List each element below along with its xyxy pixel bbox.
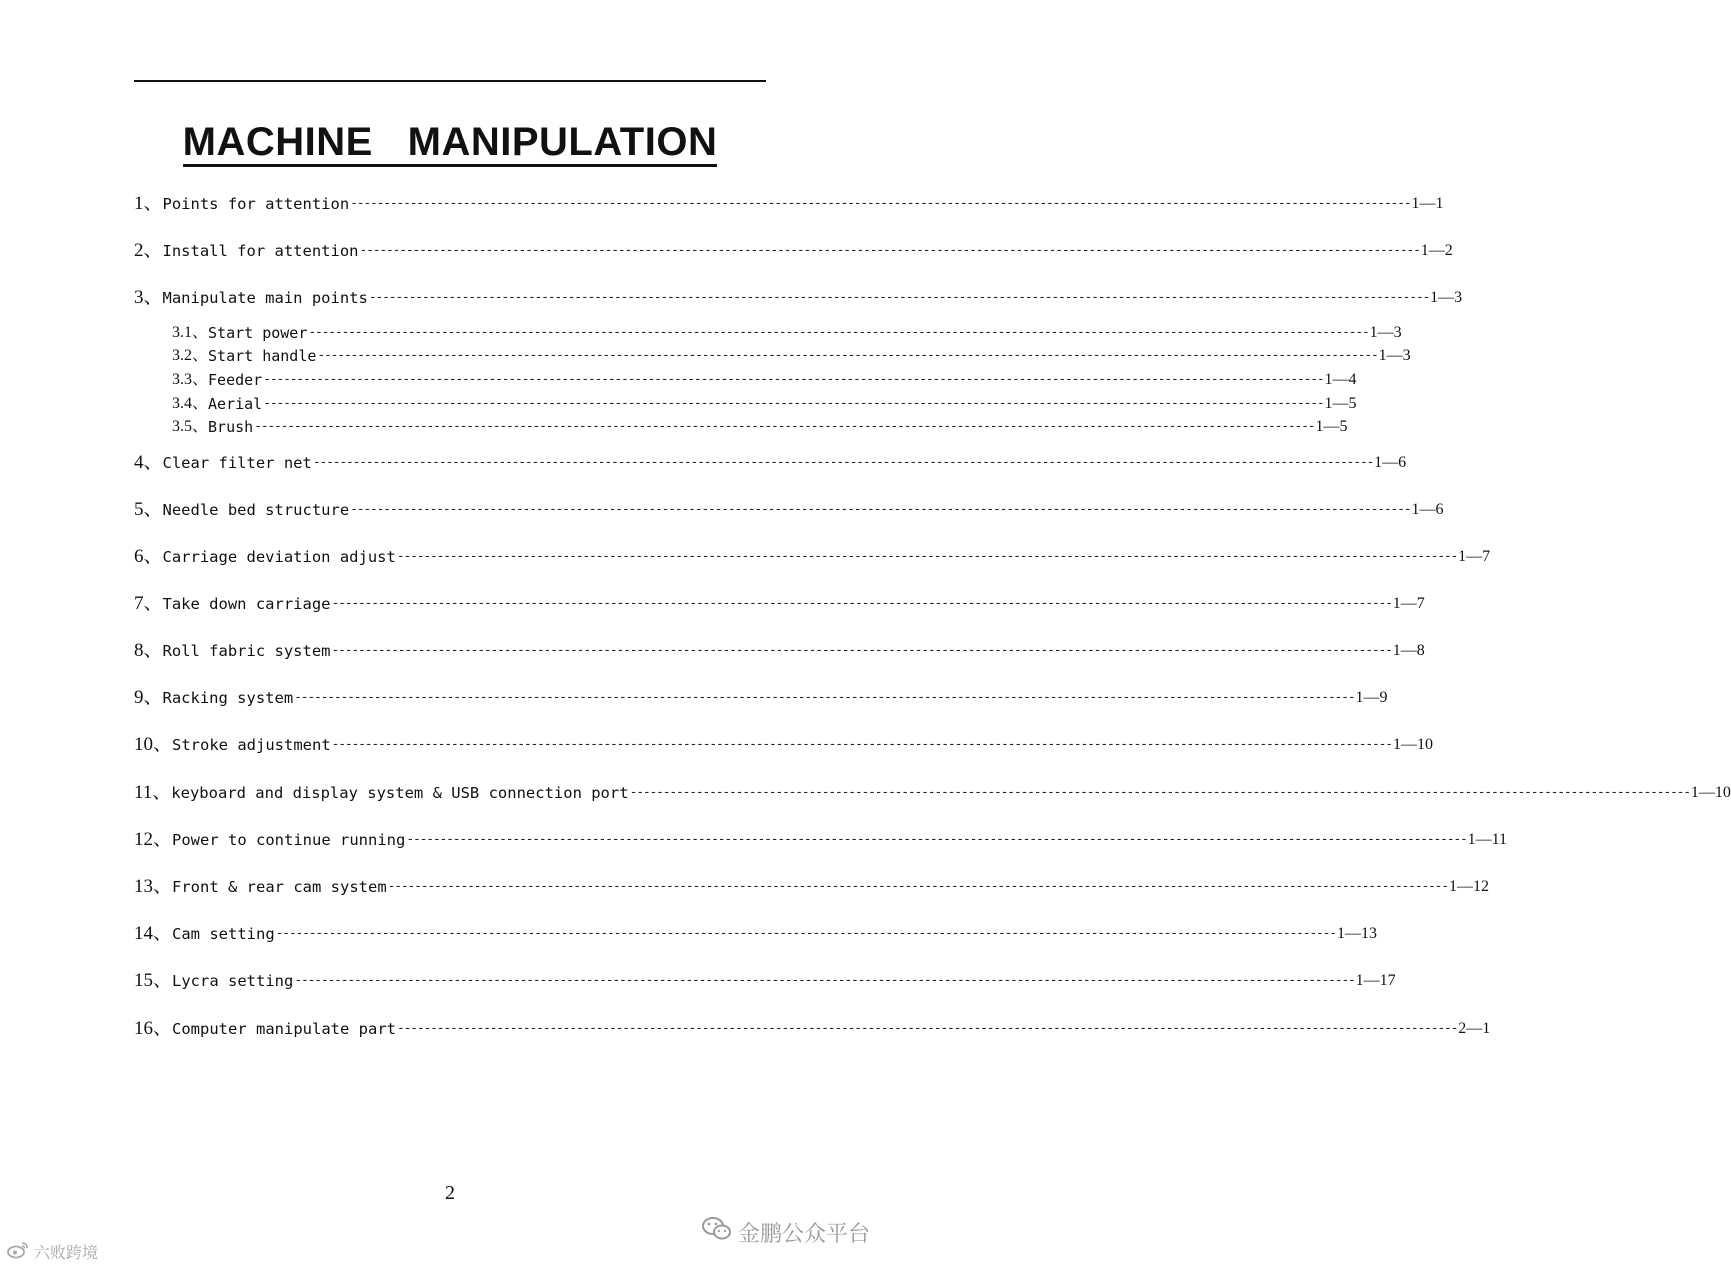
toc-entry-page: 1—10 [1392, 736, 1433, 753]
toc-entry-title: Aerial [208, 395, 263, 413]
toc-entry-page: 1—11 [1467, 831, 1507, 848]
toc-entry-number: 12、 [134, 829, 173, 850]
toc-leader: ---------------------------------------------------------------------------------------------------------------------------------------------------------------- [254, 419, 1315, 434]
toc-entry-page: 1—7 [1458, 548, 1491, 565]
toc-entry [134, 286, 1463, 310]
toc-entry [134, 451, 1407, 475]
watermark-right [702, 1216, 870, 1248]
toc-entry-page: 1—9 [1355, 689, 1388, 706]
toc-entry-page: 1—3 [1430, 289, 1463, 306]
toc-entry-title: keyboard and display system & USB connection port [171, 784, 629, 802]
toc-entry-title: Manipulate main points [162, 289, 368, 307]
toc-leader: ---------------------------------------------------------------------------------------------------------------------------------------------------------------- [317, 348, 1378, 363]
toc-entry [134, 239, 1453, 263]
toc-entry-page: 1—3 [1369, 324, 1402, 341]
toc-leader: ---------------------------------------------------------------------------------------------------------------------------------------------------------------- [275, 926, 1336, 941]
watermark-left [6, 1240, 98, 1263]
toc-leader: ---------------------------------------------------------------------------------------------------------------------------------------------------------------- [331, 643, 1392, 658]
toc-leader: ---------------------------------------------------------------------------------------------------------------------------------------------------------------- [359, 243, 1420, 258]
weibo-icon [6, 1241, 30, 1263]
toc-entry [134, 781, 1731, 805]
toc-entry [134, 969, 1396, 993]
toc-entry-page: 1—2 [1420, 242, 1453, 259]
toc-entry-title: Start power [208, 324, 308, 342]
toc-entry-title: Roll fabric system [162, 642, 331, 660]
toc-entry-number: 1、 [134, 193, 163, 214]
toc-leader: ---------------------------------------------------------------------------------------------------------------------------------------------------------------- [312, 455, 1374, 470]
toc-entry-title: Computer manipulate part [172, 1020, 396, 1038]
toc-entry-number: 15、 [134, 970, 173, 991]
toc-entry-number: 6、 [134, 546, 163, 567]
toc-entry-number: 3、 [134, 287, 163, 308]
toc-entry [134, 922, 1377, 946]
toc-entry [134, 733, 1433, 757]
toc-entry [134, 1017, 1491, 1041]
toc-leader: ---------------------------------------------------------------------------------------------------------------------------------------------------------------- [308, 325, 1369, 340]
toc-entry-number: 13、 [134, 876, 173, 897]
wechat-icon [702, 1216, 732, 1248]
toc-leader: ---------------------------------------------------------------------------------------------------------------------------------------------------------------- [368, 290, 1430, 305]
toc-entry-title: Install for attention [162, 242, 359, 260]
toc-subentry [172, 415, 1348, 439]
toc-entry-page: 1—6 [1411, 501, 1444, 518]
toc-entry [134, 828, 1507, 852]
toc-leader: ---------------------------------------------------------------------------------------------------------------------------------------------------------------- [331, 596, 1392, 611]
toc-entry-number: 5、 [134, 499, 163, 520]
toc-entry-page: 1—17 [1355, 972, 1396, 989]
toc-entry-page: 1—5 [1324, 395, 1357, 412]
toc-entry [134, 192, 1444, 216]
toc-entry-page: 1—13 [1336, 925, 1377, 942]
toc-entry [134, 498, 1444, 522]
toc-entry-page: 1—5 [1315, 418, 1348, 435]
toc-entry [134, 592, 1425, 616]
toc-entry-number: 8、 [134, 640, 163, 661]
toc-entry-number: 9、 [134, 687, 163, 708]
watermark-right-text: 金鹏公众平台 [737, 1221, 870, 1247]
toc-entry-page: 1—12 [1448, 878, 1489, 895]
toc-entry-page: 1—10 [1690, 784, 1731, 801]
toc-subentry [172, 344, 1411, 368]
toc-entry-title: Stroke adjustment [172, 736, 331, 754]
toc-entry-number: 3.2、 [172, 347, 209, 364]
toc-entry [134, 545, 1491, 569]
toc-entry-page: 2—1 [1458, 1020, 1491, 1037]
toc-leader: ---------------------------------------------------------------------------------------------------------------------------------------------------------------- [331, 737, 1392, 752]
toc-entry-number: 3.5、 [172, 418, 209, 435]
toc-entry-page: 1—7 [1392, 595, 1425, 612]
toc-entry-number: 10、 [134, 734, 173, 755]
toc-entry-number: 3.1、 [172, 324, 209, 341]
toc-leader: ---------------------------------------------------------------------------------------------------------------------------------------------------------------- [263, 396, 1324, 411]
watermark-left-text: 六败跨境 [34, 1243, 99, 1262]
page-title-text: MACHINE MANIPULATION [183, 120, 718, 167]
toc-entry-page: 1—4 [1324, 371, 1357, 388]
toc-entry-title: Power to continue running [172, 831, 406, 849]
toc-entry [134, 639, 1425, 663]
toc-leader: ---------------------------------------------------------------------------------------------------------------------------------------------------------------- [406, 832, 1467, 847]
toc-entry-number: 11、 [134, 782, 172, 803]
toc-entry-number: 7、 [134, 593, 163, 614]
toc-entry-page: 1—8 [1392, 642, 1425, 659]
toc-entry-title: Points for attention [162, 195, 350, 213]
toc-entry-title: Feeder [208, 371, 263, 389]
toc-entry-title: Carriage deviation adjust [162, 548, 396, 566]
toc-entry-title: Cam setting [172, 925, 275, 943]
toc-entry-number: 4、 [134, 452, 163, 473]
toc-entry-number: 3.4、 [172, 395, 209, 412]
toc-leader: ---------------------------------------------------------------------------------------------------------------------------------------------------------------- [629, 785, 1690, 800]
toc-subentry [172, 392, 1357, 416]
toc-entry-number: 3.3、 [172, 371, 209, 388]
toc-entry-title: Start handle [208, 347, 317, 365]
page-number: 2 [445, 1182, 455, 1204]
toc-entry-title: Clear filter net [162, 454, 312, 472]
toc-leader: ---------------------------------------------------------------------------------------------------------------------------------------------------------------- [350, 502, 1411, 517]
toc-leader: ---------------------------------------------------------------------------------------------------------------------------------------------------------------- [263, 372, 1324, 387]
toc-entry-number: 2、 [134, 240, 163, 261]
toc-leader: ---------------------------------------------------------------------------------------------------------------------------------------------------------------- [387, 879, 1448, 894]
toc-leader: ---------------------------------------------------------------------------------------------------------------------------------------------------------------- [294, 973, 1355, 988]
toc-entry-title: Take down carriage [162, 595, 331, 613]
toc-entry-number: 14、 [134, 923, 173, 944]
toc-leader: ---------------------------------------------------------------------------------------------------------------------------------------------------------------- [294, 690, 1355, 705]
toc-entry-title: Racking system [162, 689, 294, 707]
toc-entry-page: 1—1 [1411, 195, 1444, 212]
toc-entry-title: Needle bed structure [162, 501, 350, 519]
toc-entry-page: 1—6 [1374, 454, 1407, 471]
toc-entry [134, 875, 1489, 899]
toc-entry-title: Front & rear cam system [172, 878, 387, 896]
toc-entry-title: Lycra setting [172, 972, 294, 990]
toc-leader: ---------------------------------------------------------------------------------------------------------------------------------------------------------------- [350, 196, 1411, 211]
toc-entry-number: 16、 [134, 1018, 173, 1039]
toc-entry [134, 686, 1388, 710]
toc-entry-title: Brush [208, 418, 254, 436]
toc-leader: ---------------------------------------------------------------------------------------------------------------------------------------------------------------- [396, 1021, 1458, 1036]
toc-subentry [172, 321, 1402, 345]
toc-subentry [172, 368, 1357, 392]
toc-entry-page: 1—3 [1378, 347, 1411, 364]
toc-leader: ---------------------------------------------------------------------------------------------------------------------------------------------------------------- [396, 549, 1458, 564]
